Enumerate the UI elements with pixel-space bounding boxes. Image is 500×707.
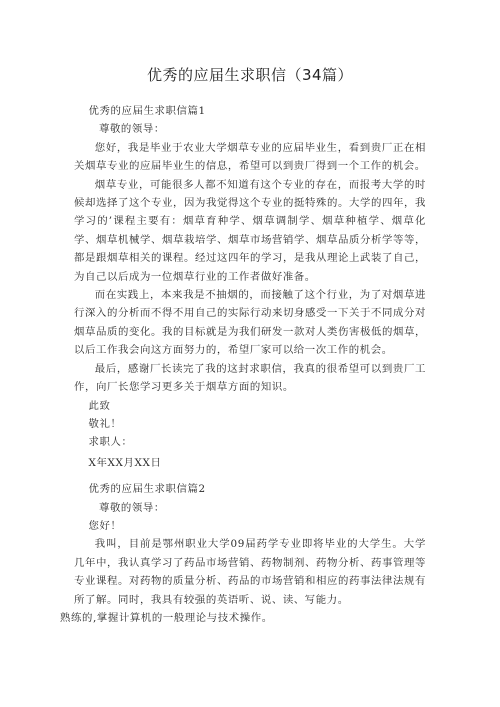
letter2-paragraph-2: 熟练的,掌握计算机的一般理论与技术操作。 <box>60 611 273 624</box>
letter2-salutation: 尊敬的领导： <box>98 501 165 514</box>
document-body <box>60 102 426 627</box>
letter1-date: X年XX月XX日 <box>88 456 162 469</box>
letter1-paragraph-3: 而在实践上，本来我是不抽烟的，而接触了这个行业，为了对烟草进行深入的分析而不得不用自己的实际行动来切身感受一下关于不同成分对烟草品质的变化。我的目标就是为我们研发一款对人类伤害极低的烟草，以后工作我会向这方面努力的，希望厂家可以给一次工作的机会。 <box>74 289 426 357</box>
letter2-heading: 优秀的应届生求职信篇2 <box>88 483 206 496</box>
letter1-heading: 优秀的应届生求职信篇1 <box>88 105 206 117</box>
letter1-signature: 求职人： <box>88 436 133 449</box>
letter1-closing-1: 此致 <box>88 399 111 412</box>
letter1-paragraph-4: 最后，感谢厂长读完了我的这封求职信，我真的很希望可以到贵厂工作，向厂长您学习更多关于烟草方面的知识。 <box>74 362 426 394</box>
letter1-salutation: 尊敬的领导： <box>98 123 165 136</box>
letter2-greeting: 您好！ <box>88 519 122 532</box>
letter1-closing-2: 敬礼！ <box>88 417 122 430</box>
letter2-paragraph-1: 我叫，目前是鄂州职业大学09届药学专业即将毕业的大学生。大学几年中，我认真学习了药品市场营销、药物制剂、药物分析、药事管理等专业课程。对药物的质量分析、药品的市场营销和相应的药事法律法规有所了解。同时，我具有较强的英语听、说、读、写能力。 <box>74 538 426 606</box>
section-spacer <box>74 472 426 480</box>
letter1-paragraph-2: 烟草专业，可能很多人都不知道有这个专业的存在，而报考大学的时候却选择了这个专业，因为我觉得这个专业的挺特殊的。大学的四年，我学习的’课程主要有：烟草育种学、烟草调制学、烟草种植学、烟草化学、烟草机械学、烟草栽培学、烟草市场营销学、烟草品质分析学等等，都是跟烟草相关的课程。经过这四年的学习，是我从理论上武装了自己，为自己以后成为一位烟草行业的工作者做好准备。 <box>74 178 426 283</box>
document-title: 优秀的应届生求职信（34篇） <box>146 66 354 84</box>
letter1-paragraph-1: 您好，我是毕业于农业大学烟草专业的应届毕业生，看到贵厂正在相关烟草专业的应届毕业生的信息，希望可以到贵厂得到一个工作的机会。 <box>74 141 426 173</box>
